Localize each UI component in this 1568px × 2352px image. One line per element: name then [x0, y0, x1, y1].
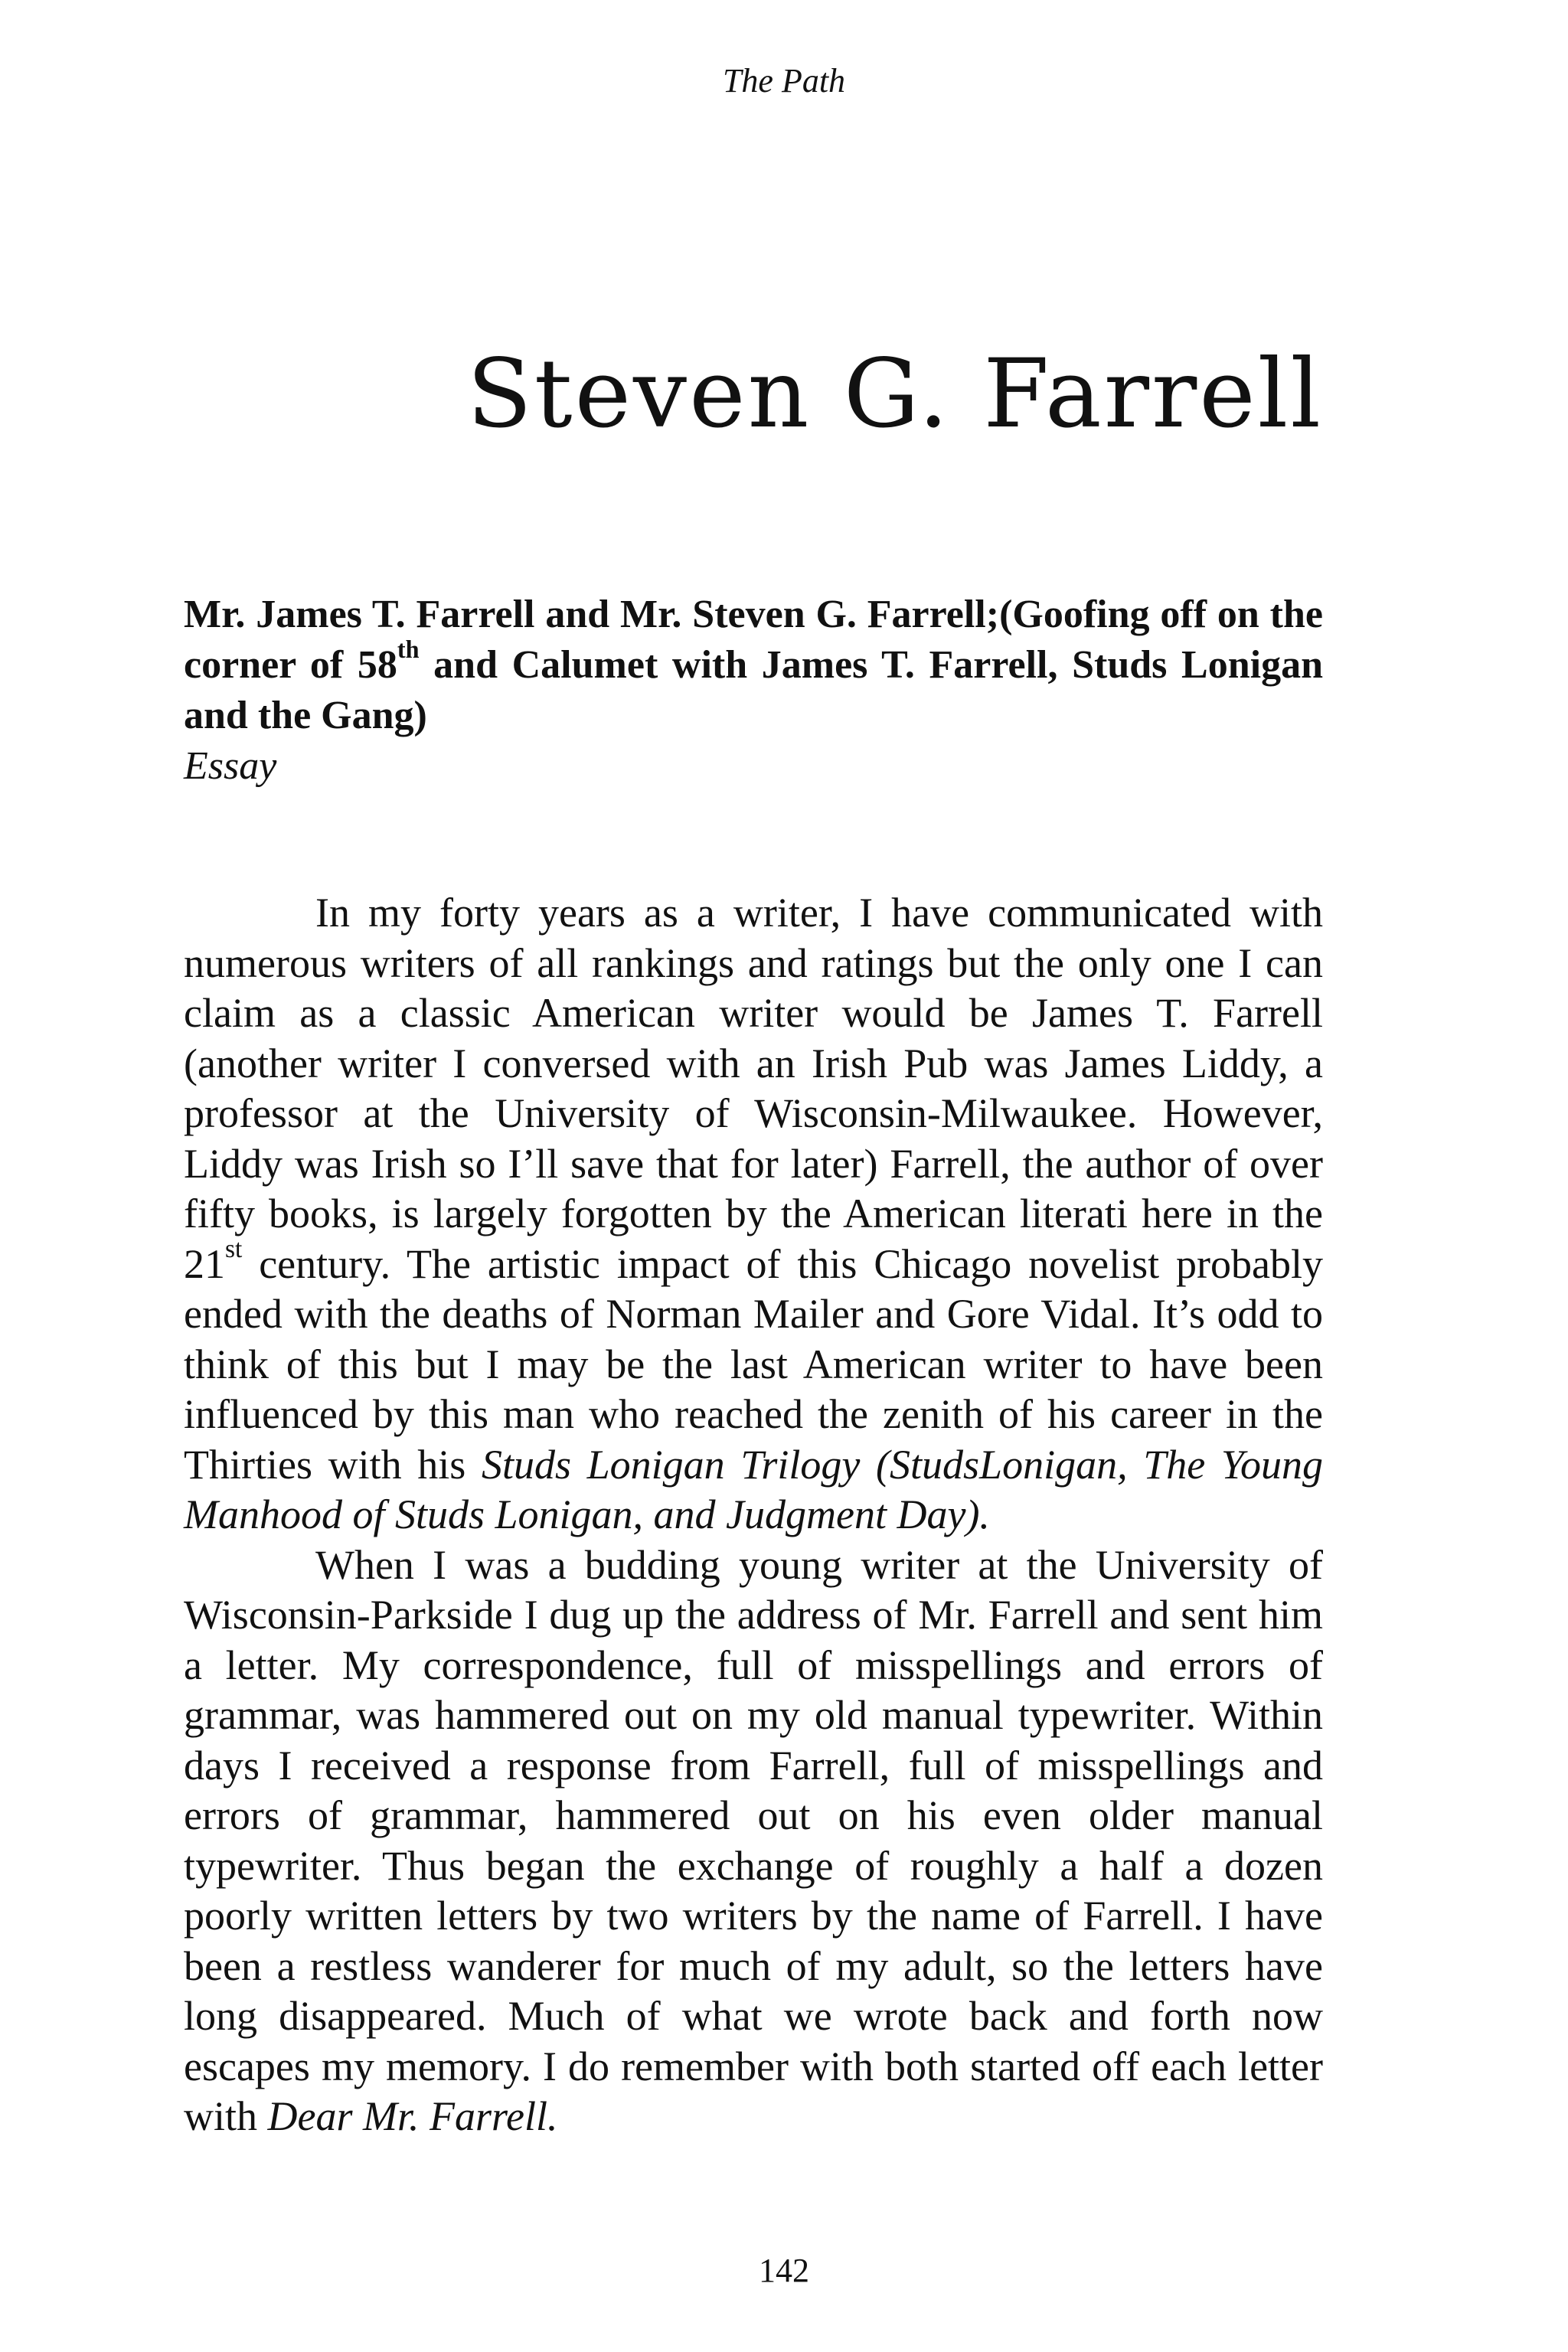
essay-title-part1: Mr. James T. Farrell and Mr. Steven G. Farrell;(Goofing off on the corner of 58 — [184, 593, 1323, 687]
running-head: The Path — [722, 62, 846, 100]
essay-title — [184, 590, 1323, 741]
essay-genre: Essay — [184, 744, 277, 788]
paragraph-2-italic: Dear Mr. Farrell. — [267, 2093, 558, 2139]
paragraph-1-text-a: In my forty years as a writer, I have communicated with numerous writers of all rankings and ratings but the only one I can claim as a classic American writer would be James T. Farrell (another writer I conversed with an Irish Pub was James Liddy, a professor at the University of Wisconsin-Milwaukee. However, Liddy was Irish so I’ll save that for later) Farrell, the author of over fifty books, is largely forgotten by the American literati here in the 21 — [184, 890, 1323, 1287]
paragraph-1-superscript: st — [225, 1234, 243, 1263]
essay-title-superscript: th — [397, 635, 420, 664]
paragraph-1-text-b: century. The artistic impact of this Chicago novelist probably ended with the deaths of Norman Mailer and Gore Vidal. It’s odd to think of this but I may be the last American writer to have been influenced by this man who reached the zenith of his career in the Thirties with his — [184, 1240, 1323, 1488]
essay-body — [184, 888, 1323, 2142]
paragraph-2-text-a: When I was a budding young writer at the University of Wisconsin-Parkside I dug up the address of Mr. Farrell and sent him a letter. My correspondence, full of misspellings and errors of grammar, was hammered out on my old manual typewriter. Within days I received a response from Farrell, full of misspellings and errors of grammar, hammered out on his even older manual typewriter. Thus began the exchange of roughly a half a dozen poorly written letters by two writers by the name of Farrell. I have been a restless wanderer for much of my adult, so the letters have long disappeared. Much of what we wrote back and forth now escapes my memory. I do remember with both started off each letter with — [184, 1541, 1323, 2139]
page-number: 142 — [759, 2252, 809, 2289]
essay-title-part2: and Calumet with James T. Farrell, Studs Lonigan and the Gang) — [184, 643, 1324, 737]
paragraph-2 — [184, 1540, 1323, 2142]
author-name: Steven G. Farrell — [466, 339, 1323, 449]
paragraph-1-italic: Studs Lonigan Trilogy (StudsLonigan, The Young Manhood of Studs Lonigan, and Judgment Day). — [184, 1441, 1323, 1537]
essay-heading — [184, 590, 1323, 792]
paragraph-1 — [184, 888, 1323, 1540]
